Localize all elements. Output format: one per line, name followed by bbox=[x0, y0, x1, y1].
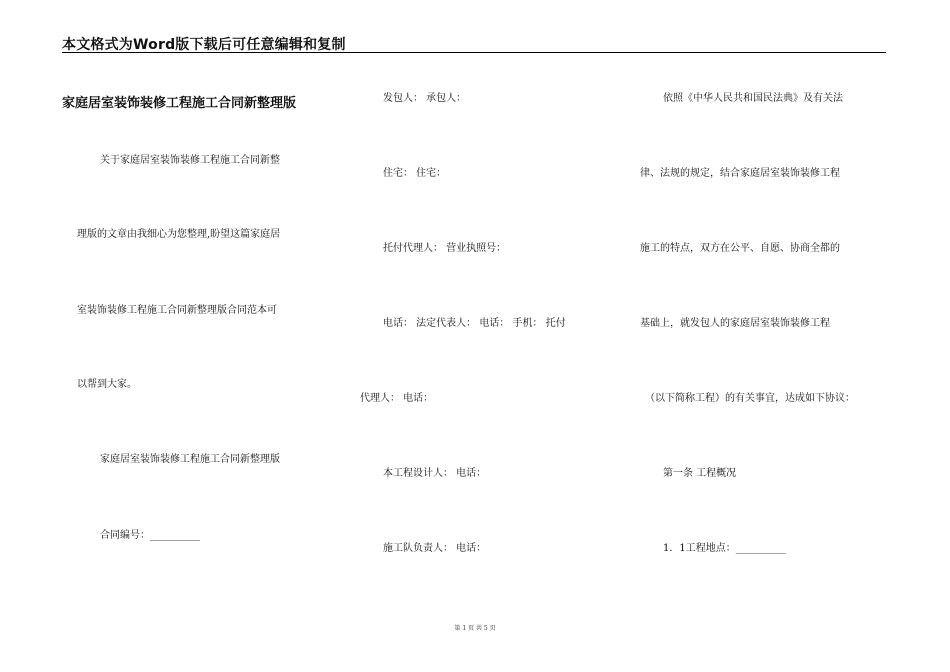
col1-line-5: 家庭居室装饰装修工程施工合同新整理版 bbox=[100, 454, 280, 465]
col2-line-6: 本工程设计人： 电话： bbox=[383, 468, 487, 479]
header-divider bbox=[62, 52, 886, 53]
col3-line-1: 依照《中华人民共和国民法典》及有关法 bbox=[663, 93, 843, 104]
col3-line-4: 基础上，就发包人的家庭居室装饰装修工程 bbox=[640, 318, 830, 329]
col2-line-1: 发包人： 承包人： bbox=[383, 93, 467, 104]
col3-line-3: 施工的特点，双方在公平、自愿、协商全都的 bbox=[640, 243, 840, 254]
col2-line-4: 电话： 法定代表人： 电话： 手机： 托付 bbox=[383, 318, 566, 329]
col2-line-5: 代理人： 电话： bbox=[360, 393, 434, 404]
col3-line-5: （以下简称工程）的有关事宜，达成如下协议： bbox=[645, 393, 855, 404]
col1-line-3: 室装饰装修工程施工合同新整理版合同范本可 bbox=[77, 305, 277, 316]
col1-line-4: 以帮到大家。 bbox=[77, 379, 137, 390]
page-number: 第 1 页 共 5 页 bbox=[454, 625, 496, 632]
project-location-field: 1．1工程地点：__________ bbox=[663, 543, 786, 554]
download-notice-header: 本文格式为Word版下载后可任意编辑和复制 bbox=[62, 37, 346, 53]
col2-line-3: 托付代理人： 营业执照号： bbox=[383, 243, 507, 254]
col1-line-2: 理版的文章由我细心为您整理,盼望这篇家庭居 bbox=[77, 229, 281, 240]
section-heading-1: 第一条 工程概况 bbox=[663, 468, 737, 479]
document-title: 家庭居室装饰装修工程施工合同新整理版 bbox=[62, 96, 297, 111]
contract-number-field: 合同编号：__________ bbox=[100, 530, 200, 541]
col2-line-2: 住宅： 住宅： bbox=[383, 168, 447, 179]
col3-line-2: 律、法规的规定，结合家庭居室装饰装修工程 bbox=[640, 168, 840, 179]
col1-line-1: 关于家庭居室装饰装修工程施工合同新整 bbox=[100, 155, 280, 166]
col2-line-7: 施工队负责人： 电话： bbox=[383, 543, 487, 554]
